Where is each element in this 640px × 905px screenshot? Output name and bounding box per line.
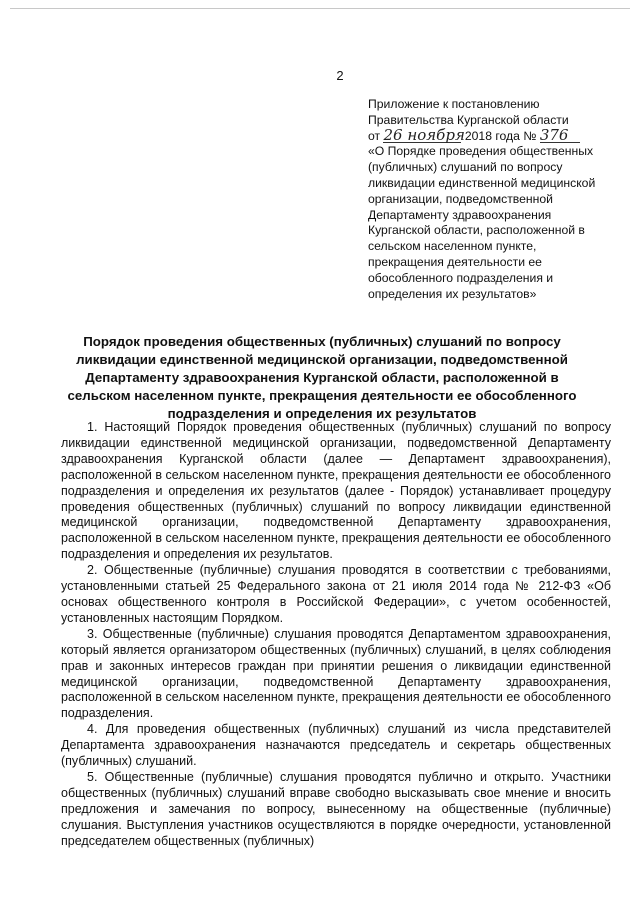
appendix-line: «О Порядке проведения общественных xyxy=(368,144,594,159)
appendix-line: прекращения деятельности ее xyxy=(368,254,542,269)
appendix-line: обособленного подразделения и xyxy=(368,270,554,285)
paragraph-3: 3. Общественные (публичные) слушания проводятся Департаментом здравоохранения, который является организатором общественных (публичных) слушаний, в целях соблюдения прав и законных интересов граждан при принятии решения о ликвидации единственной медицинской организации, подведомственной Департаменту здравоохранения, расположенной в сельском населенном пункте, прекращения деятельности ее обособленного подразделения. xyxy=(61,626,611,721)
appendix-line: Курганской области, расположенной в xyxy=(368,223,585,238)
appendix-header xyxy=(368,97,598,302)
paragraph-5: 5. Общественные (публичные) слушания проводятся публично и открыто. Участники общественных (публичных) слушаний вправе свободно высказывать свое мнение и вносить предложения и замечания по вопросу, вынесенному на общественные (публичные) слушания. Выступления участников осуществляются в порядке очередности, установленной председателем общественных (публичных) xyxy=(61,769,611,848)
handwritten-date: 26 ноября xyxy=(383,125,465,144)
number-blank xyxy=(539,125,580,144)
appendix-line: определения их результатов» xyxy=(368,286,537,301)
appendix-date-line xyxy=(368,125,598,145)
date-blank xyxy=(383,125,465,144)
paragraph-4: 4. Для проведения общественных (публичных) слушаний из числа представителей Департамента здравоохранения назначаются председатель и секретарь общественных (публичных) слушаний. xyxy=(61,722,611,769)
date-prefix: от xyxy=(368,128,381,143)
appendix-line: Приложение к постановлению xyxy=(368,97,540,111)
appendix-line: сельском населенном пункте, xyxy=(368,239,537,254)
appendix-line: организации, подведомственной xyxy=(368,191,553,206)
paragraph-2: 2. Общественные (публичные) слушания проводятся в соответствии с требованиями, установленными статьей 25 Федерального закона от 21 июля 2014 года № 212-ФЗ «Об основах общественного контроля в Российской Федерации», с учетом особенностей, установленных настоящим Порядком. xyxy=(61,563,611,625)
date-year: 2018 года № xyxy=(464,128,537,143)
paragraph-1: 1. Настоящий Порядок проведения общественных (публичных) слушаний по вопросу ликвидации единственной медицинской организации, подведомственной Департаменту здравоохранения Курганской области (далее — Департамент здравоохранения), расположенной в сельском населенном пункте, прекращения деятельности ее обособленного подразделения и определения их результатов (далее - Порядок) устанавливает процедуру проведения общественных (публичных) слушаний по вопросу ликвидации единственной медицинской организации, подведомственной Департаменту здравоохранения, расположенной в сельском населенном пункте, прекращения деятельности ее обособленного подразделения и определения их результатов. xyxy=(61,420,611,562)
top-border-line xyxy=(10,8,630,9)
appendix-line: ликвидации единственной медицинской xyxy=(368,175,596,190)
document-body xyxy=(61,420,611,849)
document-title: Порядок проведения общественных (публичных) слушаний по вопросу ликвидации единственной медицинской организации, подведомственной Департаменту здравоохранения Курганской области, расположенной в сельском населенном пункте, прекращения деятельности ее обособленного подразделения и определения их результатов xyxy=(67,334,577,421)
appendix-line: Правительства Курганской области xyxy=(368,112,569,127)
handwritten-number: 376 xyxy=(539,125,569,144)
page-number: 2 xyxy=(336,68,344,83)
appendix-line: Департаменту здравоохранения xyxy=(368,207,552,222)
appendix-line: (публичных) слушаний по вопросу xyxy=(368,160,563,175)
